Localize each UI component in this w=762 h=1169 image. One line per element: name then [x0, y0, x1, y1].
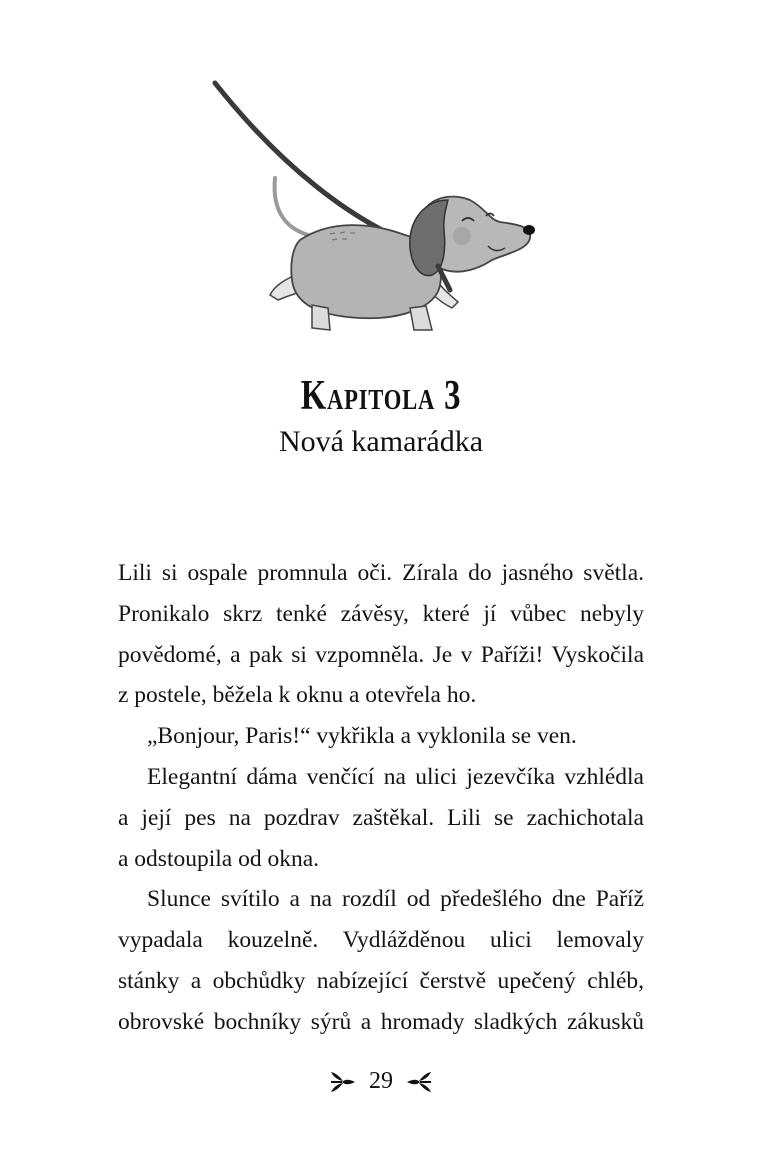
- text-line: Pronikalo skrz tenké závěsy, které jí vůbec nebyly: [118, 600, 644, 627]
- dog-on-leash-icon: [200, 70, 550, 350]
- dog-leg: [312, 305, 330, 330]
- dog-illustration: [200, 70, 550, 350]
- text-line: Elegantní dáma venčící na ulici jezevčíka vzhlédla: [147, 763, 644, 790]
- text-line: a odstoupila od okna.: [118, 845, 320, 872]
- dog-cheek: [453, 227, 471, 245]
- dog-ear: [410, 200, 448, 276]
- leaf-ornament-right-icon: [405, 1071, 433, 1093]
- text-line: vypadala kouzelně. Vydlážděnou ulici lemovaly: [118, 927, 644, 954]
- leaf-ornament-left-icon: [329, 1071, 357, 1093]
- dog-leg: [410, 306, 432, 330]
- text-line: z postele, běžela k oknu a otevřela ho.: [118, 682, 477, 709]
- dog-tail: [275, 178, 308, 235]
- text-line: Lili si ospale promnula oči. Zírala do jasného světla.: [118, 560, 644, 586]
- page-number: 29: [369, 1068, 393, 1094]
- body-text: [118, 553, 644, 1043]
- chapter-title: Nová kamarádka: [278, 425, 484, 458]
- text-line: Slunce svítilo a na rozdíl od předešlého dne Paříž: [147, 886, 644, 913]
- text-line: obrovské bochníky sýrů a hromady sladkých zákusků: [118, 1008, 644, 1035]
- dog-nose: [523, 225, 535, 235]
- chapter-number: Kapitola 3: [300, 373, 462, 419]
- text-line: „Bonjour, Paris!“ vykřikla a vyklonila se ven.: [147, 723, 577, 750]
- page-footer: [0, 1068, 762, 1095]
- text-line: povědomé, a pak si vzpomněla. Je v Paříži! Vyskočila: [118, 641, 644, 668]
- leash: [215, 83, 415, 245]
- text-line: stánky a obchůdky nabízející čerstvě upečený chléb,: [118, 967, 644, 994]
- text-line: a její pes na pozdrav zaštěkal. Lili se zachichotala: [118, 804, 644, 831]
